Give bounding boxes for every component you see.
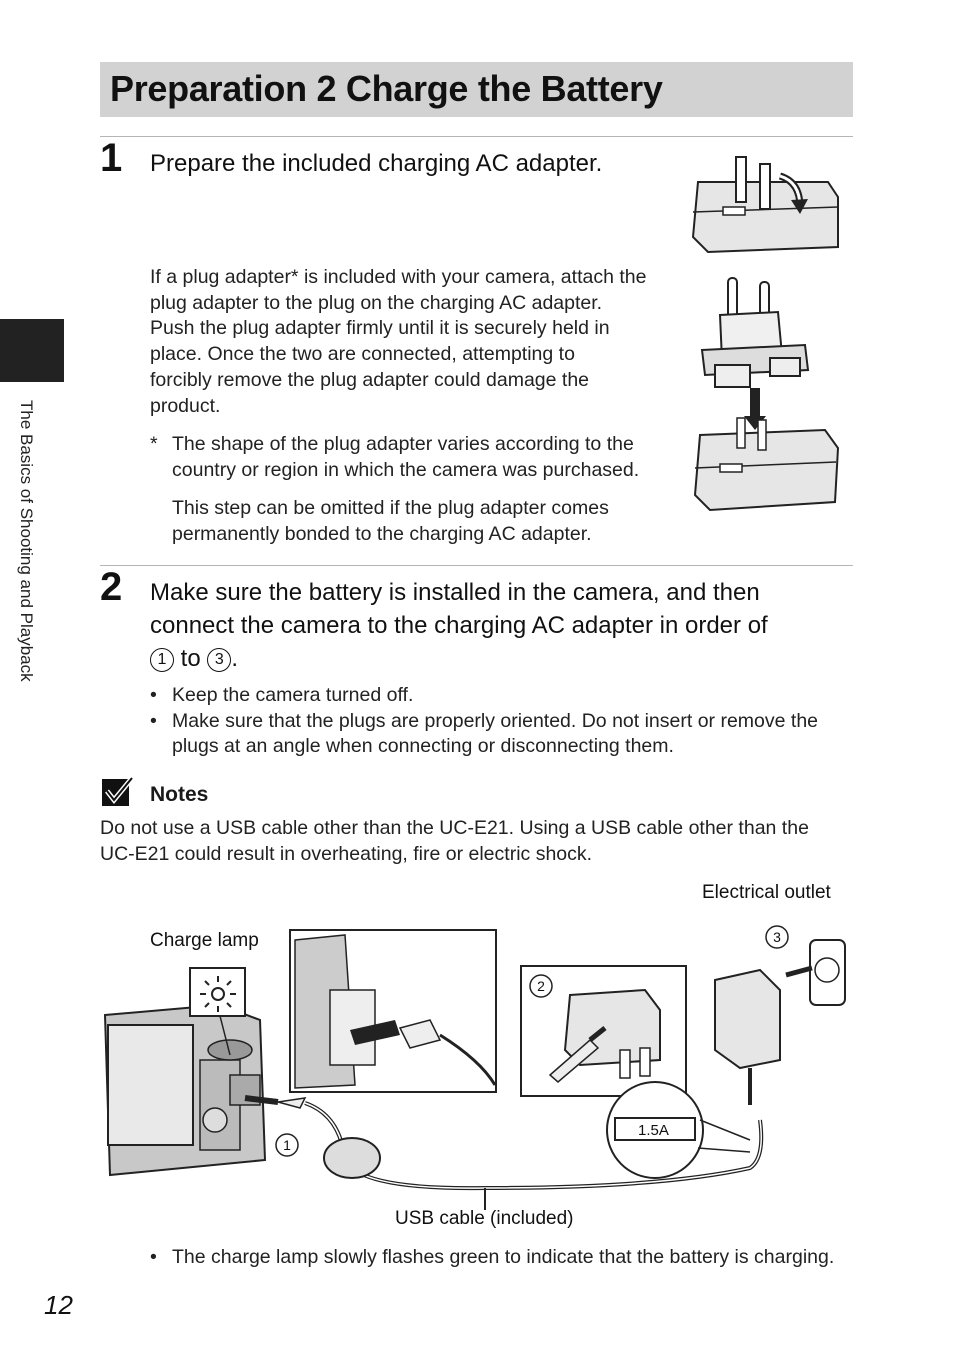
rating-label: 1.5A <box>638 1122 669 1139</box>
bullet-line: Keep the camera turned off. <box>172 684 414 706</box>
title-bar <box>100 62 853 117</box>
side-tab-label: The Basics of Shooting and Playback <box>17 400 36 682</box>
step2-heading <box>150 576 860 675</box>
step2-number: 2 <box>100 565 123 609</box>
notes-line: UC-E21 could result in overheating, fire or electric shock. <box>100 842 593 865</box>
svg-text:3: 3 <box>773 929 781 945</box>
step-marker-3 <box>766 926 788 948</box>
bullet-line: Make sure that the plugs are properly oriented. Do not insert or remove the <box>172 709 819 732</box>
paragraph-line: forcibly remove the plug adapter could damage the <box>150 368 590 391</box>
wall-adapter <box>715 970 780 1068</box>
svg-text:1: 1 <box>283 1137 291 1153</box>
notes-line: Do not use a USB cable other than the UC-E21. Using a USB cable other than the <box>100 817 809 839</box>
bullet-line: plugs at an angle when connecting or disconnecting them. <box>172 735 674 758</box>
bullet-item <box>150 683 870 709</box>
circled-number-3: 3 <box>207 648 231 672</box>
step1-number: 1 <box>100 136 123 180</box>
paragraph-line: If a plug adapter* is included with your camera, attach the <box>150 266 647 288</box>
paragraph-line: plug adapter to the plug on the charging AC adapter. <box>150 291 603 314</box>
ferrite-core <box>324 1138 380 1178</box>
charge-lamp-label: Charge lamp <box>150 930 259 951</box>
footnote-line: country or region in which the camera was purchased. <box>172 458 640 481</box>
heading-to-word: to <box>180 645 201 672</box>
heading-line: connect the camera to the charging AC adapter in order of <box>150 612 768 639</box>
heading-line: Make sure the battery is installed in the camera, and then <box>150 579 760 606</box>
side-tab-marker <box>0 319 64 382</box>
bullet-text: The charge lamp slowly flashes green to indicate that the battery is charging. <box>172 1246 835 1268</box>
charge-lamp-icon <box>200 976 236 1012</box>
footnote-mark: * <box>150 433 158 455</box>
paragraph-line: Push the plug adapter firmly until it is securely held in <box>150 317 610 340</box>
bullet-dot-icon: • <box>150 684 157 706</box>
step-marker-1 <box>276 1134 298 1156</box>
svg-text:2: 2 <box>537 978 545 994</box>
omit-line: permanently bonded to the charging AC adapter. <box>172 522 592 545</box>
circled-number-1: 1 <box>150 648 174 672</box>
notes-check-icon <box>100 776 136 808</box>
page-title: Preparation 2 Charge the Battery <box>110 68 663 109</box>
step1-paragraph <box>150 265 670 419</box>
omit-line: This step can be omitted if the plug adapter comes <box>172 497 609 519</box>
notes-title: Notes <box>150 783 209 806</box>
plug-adapter-attach-illustration <box>690 270 850 520</box>
paragraph-line: product. <box>150 394 221 417</box>
step1-footnote <box>172 432 672 483</box>
step2-bullets <box>150 683 870 760</box>
ac-adapter-plug-fold-illustration <box>688 152 848 262</box>
bullet-dot-icon: • <box>150 709 157 732</box>
camera-illustration <box>105 1005 265 1175</box>
electrical-outlet-label: Electrical outlet <box>702 882 831 903</box>
usb-cable-label: USB cable (included) <box>395 1208 574 1229</box>
footnote-line: The shape of the plug adapter varies according to the <box>172 433 634 455</box>
paragraph-line: place. Once the two are connected, attempting to <box>150 343 575 366</box>
step1-heading: Prepare the included charging AC adapter. <box>150 150 603 177</box>
charge-lamp-bullet <box>150 1245 892 1271</box>
divider-middle <box>100 565 853 566</box>
heading-tail <box>150 642 860 675</box>
notes-body <box>100 816 860 867</box>
divider-top <box>100 136 853 137</box>
heading-period: . <box>231 645 239 672</box>
step-marker-2 <box>530 975 552 997</box>
page-number: 12 <box>44 1290 73 1320</box>
charging-connection-diagram <box>100 920 860 1210</box>
bullet-dot-icon: • <box>150 1246 157 1268</box>
step1-omit-note <box>172 496 672 547</box>
bullet-item <box>150 709 870 760</box>
